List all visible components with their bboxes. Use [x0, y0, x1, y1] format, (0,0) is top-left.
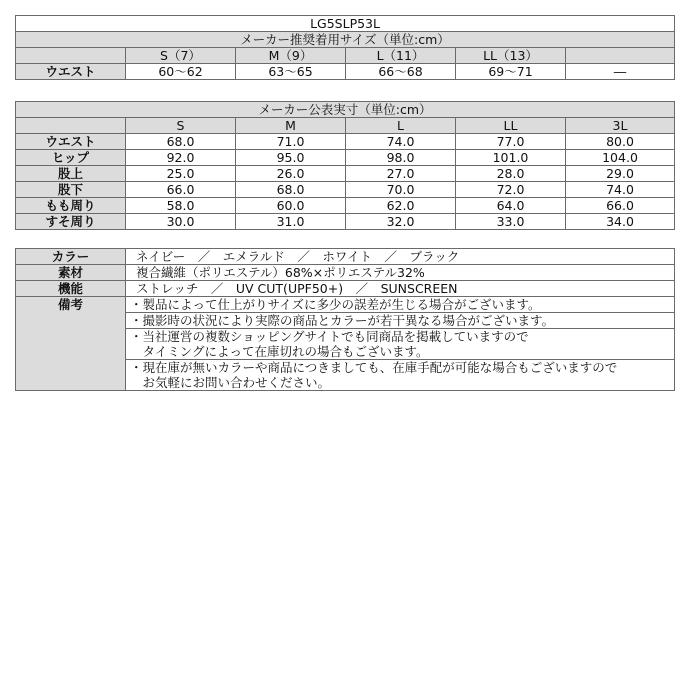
size-header-row [16, 118, 675, 134]
table-cell: 80.0 [566, 134, 675, 150]
row-label: ウエスト [16, 134, 126, 150]
row-label: ウエスト [16, 64, 126, 80]
row-label: 股上 [16, 166, 126, 182]
table-cell: 71.0 [236, 134, 346, 150]
table-cell: 95.0 [236, 150, 346, 166]
note-line: ・撮影時の状況により実際の商品とカラーが若干異なる場合がございます。 [126, 313, 675, 329]
table-row [16, 198, 675, 214]
color-value: ネイビー ／ エメラルド ／ ホワイト ／ ブラック [126, 249, 675, 265]
size-header [566, 48, 675, 64]
size-header: S（7） [126, 48, 236, 64]
table-row [16, 182, 675, 198]
table-cell: 33.0 [456, 214, 566, 230]
table-cell: 98.0 [346, 150, 456, 166]
recommended-size-table [15, 15, 675, 80]
table-cell: 74.0 [566, 182, 675, 198]
detail-row-color [16, 249, 675, 265]
row-label: もも周り [16, 198, 126, 214]
row-label: ヒップ [16, 150, 126, 166]
table-cell: 68.0 [236, 182, 346, 198]
detail-row-function [16, 281, 675, 297]
table-cell: 104.0 [566, 150, 675, 166]
table-row [16, 64, 675, 80]
table-cell: 72.0 [456, 182, 566, 198]
table-cell: 101.0 [456, 150, 566, 166]
table-cell: 60～62 [126, 64, 236, 80]
table-cell: 62.0 [346, 198, 456, 214]
table-cell: 26.0 [236, 166, 346, 182]
measurement-table [15, 101, 675, 230]
note-line: お気軽にお問い合わせください。 [130, 375, 331, 390]
table-cell: 27.0 [346, 166, 456, 182]
size-header: LL [456, 118, 566, 134]
size-header: S [126, 118, 236, 134]
table-row [16, 150, 675, 166]
table-cell: 66～68 [346, 64, 456, 80]
function-label: 機能 [16, 281, 126, 297]
table-cell: 64.0 [456, 198, 566, 214]
note-line: ・製品によって仕上がりサイズに多少の誤差が生じる場合がございます。 [126, 297, 675, 313]
note-item [126, 329, 675, 360]
product-details-table [15, 248, 675, 391]
product-code: LG5SLP53L [16, 16, 675, 32]
notes-label: 備考 [16, 297, 126, 391]
table-cell: 34.0 [566, 214, 675, 230]
table-cell: 74.0 [346, 134, 456, 150]
note-line: タイミングによって在庫切れの場合もございます。 [130, 344, 429, 359]
table-cell: 66.0 [566, 198, 675, 214]
recommended-size-title: メーカー推奨着用サイズ（単位:cm） [16, 32, 675, 48]
color-label: カラー [16, 249, 126, 265]
material-value: 複合繊維（ポリエステル）68%×ポリエステル32% [126, 265, 675, 281]
table-cell: 66.0 [126, 182, 236, 198]
table-row [16, 166, 675, 182]
table-cell: 32.0 [346, 214, 456, 230]
table-row [16, 214, 675, 230]
table-cell: 31.0 [236, 214, 346, 230]
size-header: L（11） [346, 48, 456, 64]
table-cell: 25.0 [126, 166, 236, 182]
row-label: すそ周り [16, 214, 126, 230]
size-header-row [16, 48, 675, 64]
size-header: M [236, 118, 346, 134]
table-cell: 63～65 [236, 64, 346, 80]
size-header: M（9） [236, 48, 346, 64]
material-label: 素材 [16, 265, 126, 281]
detail-row-material [16, 265, 675, 281]
table-row [16, 134, 675, 150]
note-item [126, 360, 675, 391]
corner-cell [16, 118, 126, 134]
table-cell: 60.0 [236, 198, 346, 214]
table-cell: 77.0 [456, 134, 566, 150]
row-label: 股下 [16, 182, 126, 198]
function-value: ストレッチ ／ UV CUT(UPF50+) ／ SUNSCREEN [126, 281, 675, 297]
note-row [16, 297, 675, 313]
note-line: ・現在庫が無いカラーや商品につきましても、在庫手配が可能な場合もございますので [130, 360, 618, 375]
corner-cell [16, 48, 126, 64]
table-cell: 69～71 [456, 64, 566, 80]
table-cell: 92.0 [126, 150, 236, 166]
note-line: ・当社運営の複数ショッピングサイトでも同商品を掲載していますので [130, 329, 529, 344]
size-header: 3L [566, 118, 675, 134]
table-cell: 70.0 [346, 182, 456, 198]
table-cell: 30.0 [126, 214, 236, 230]
measurement-title: メーカー公表実寸（単位:cm） [16, 102, 675, 118]
size-header: L [346, 118, 456, 134]
table-cell: 58.0 [126, 198, 236, 214]
table-cell: 68.0 [126, 134, 236, 150]
table-cell: ― [566, 64, 675, 80]
table-cell: 29.0 [566, 166, 675, 182]
table-cell: 28.0 [456, 166, 566, 182]
size-header: LL（13） [456, 48, 566, 64]
